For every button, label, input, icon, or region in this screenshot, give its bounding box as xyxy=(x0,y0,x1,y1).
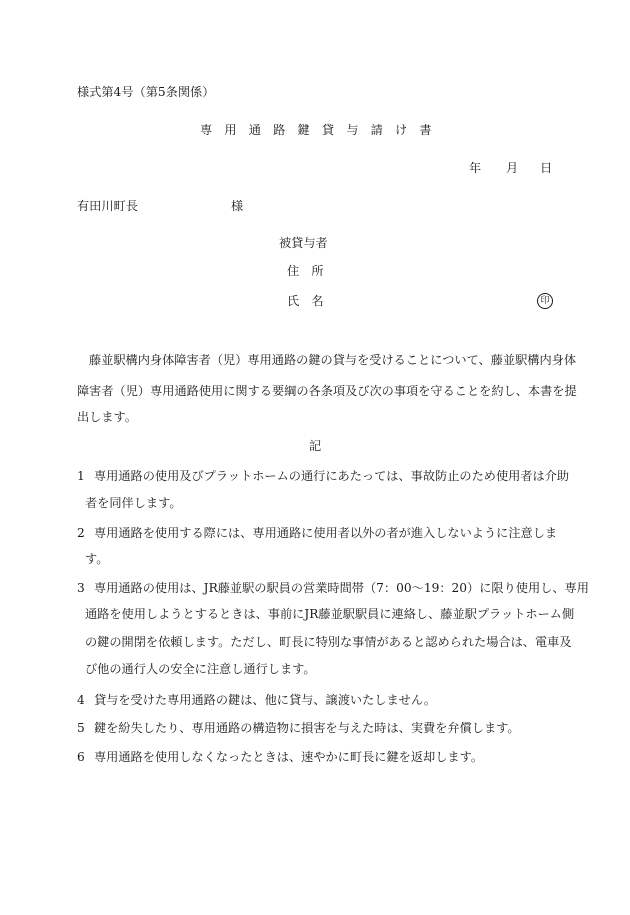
item-line: 鍵を紛失したり、専用通路の構造物に損害を与えた時は、実費を弁償します。 xyxy=(94,721,520,735)
item-line: 専用通路の使用及びプラットホームの通行にあたっては、事故防止のため使用者は介助 xyxy=(94,469,570,483)
borrower-name-label: 氏 名 xyxy=(287,294,324,308)
item-number: 3 xyxy=(77,581,85,595)
item-number: 1 xyxy=(77,469,85,483)
item-number: 4 xyxy=(77,693,85,707)
date-day-label: 日 xyxy=(540,161,553,175)
intro-line: 藤並駅構内身体障害者（児）専用通路の鍵の貸与を受けることについて、藤並駅構内身体 xyxy=(89,353,577,367)
borrower-heading: 被貸与者 xyxy=(279,236,328,250)
item-line: す。 xyxy=(85,552,109,566)
item-number: 2 xyxy=(77,526,85,540)
note-heading: 記 xyxy=(309,439,322,453)
item-line: び他の通行人の安全に注意し通行します。 xyxy=(85,662,316,676)
item-line: 者を同伴します。 xyxy=(85,496,182,510)
item-line: の鍵の開閉を依頼します。ただし、町長に特別な事情があると認められた場合は、電車及 xyxy=(85,635,572,649)
item-number: 5 xyxy=(77,721,85,735)
item-number: 6 xyxy=(77,750,85,764)
item-line: 専用通路を使用する際には、専用通路に使用者以外の者が進入しないように注意しま xyxy=(94,526,558,540)
item-line: 通路を使用しようとするときは、事前にJR藤並駅駅員に連絡し、藤並駅プラットホーム側 xyxy=(85,607,575,621)
addressee-name: 有田川町長 xyxy=(77,199,138,213)
addressee-honorific: 様 xyxy=(231,199,244,213)
date-year-label: 年 xyxy=(469,161,482,175)
intro-line: 出します。 xyxy=(77,410,137,424)
document-title: 専 用 通 路 鍵 貸 与 請 け 書 xyxy=(200,123,432,137)
borrower-address-label: 住 所 xyxy=(287,264,324,278)
item-line: 専用通路の使用は、JR藤並駅の駅員の営業時間帯（7：00〜19：20）に限り使用し、専用 xyxy=(94,581,589,595)
date-month-label: 月 xyxy=(506,161,519,175)
intro-line: 障害者（児）専用通路使用に関する要綱の各条項及び次の事項を守ることを約し、本書を提 xyxy=(77,384,577,398)
item-line: 専用通路を使用しなくなったときは、速やかに町長に鍵を返却します。 xyxy=(94,750,484,764)
form-number: 様式第4号（第5条関係） xyxy=(77,85,215,99)
seal-mark: 印 xyxy=(537,293,553,309)
item-line: 貸与を受けた専用通路の鍵は、他に貸与、譲渡いたしません。 xyxy=(94,693,436,707)
